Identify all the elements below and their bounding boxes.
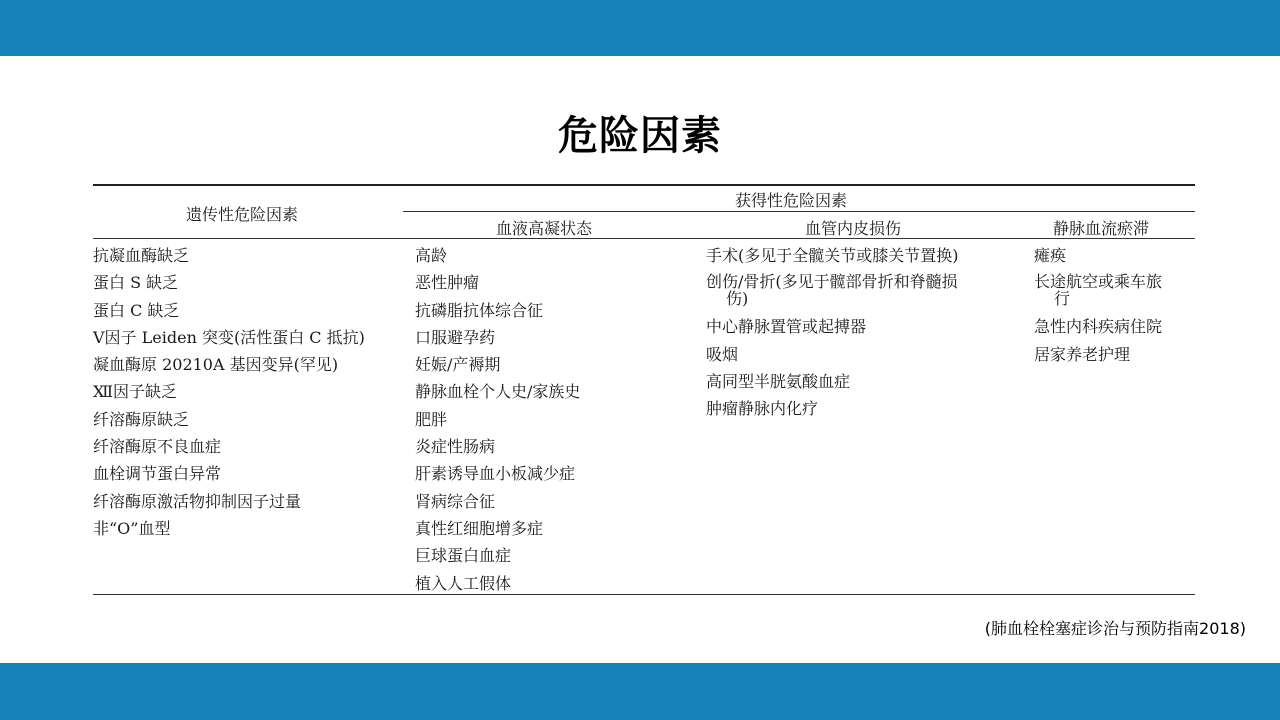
list-item: 炎症性肠病 (415, 437, 496, 457)
list-item: 非“O”血型 (93, 518, 171, 538)
hypercoagulable-list (415, 242, 580, 597)
endothelial-list (706, 242, 959, 422)
list-item: 创伤/骨折(多见于髋部骨折和脊髓损 伤) (706, 272, 958, 309)
list-item: 蛋白 S 缺乏 (93, 273, 179, 293)
header-stasis: 静脉血流瘀滞 (1053, 219, 1150, 238)
list-item: 长途航空或乘车旅 行 (1034, 272, 1163, 309)
header-hereditary: 遗传性危险因素 (186, 205, 299, 224)
list-item: 肾病综合征 (415, 491, 496, 511)
bottom-banner (0, 663, 1280, 720)
list-item: 瘫痪 (1034, 246, 1067, 265)
stasis-list (1034, 242, 1162, 368)
list-item: 手术(多见于全髋关节或膝关节置换) (706, 246, 959, 265)
list-item: 口服避孕药 (415, 327, 496, 347)
risk-factor-table (93, 184, 1195, 596)
table-header-rule (93, 238, 1195, 239)
header-endothelial: 血管内皮损伤 (805, 219, 902, 238)
list-item: 纤溶酶原缺乏 (93, 409, 190, 429)
list-item: 恶性肿瘤 (415, 273, 480, 293)
list-item: 静脉血栓个人史/家族史 (415, 382, 581, 402)
list-item: 吸烟 (706, 344, 739, 364)
list-item: 植入人工假体 (415, 573, 512, 593)
list-item: Ⅴ因子 Leiden 突变(活性蛋白 C 抵抗) (93, 327, 365, 347)
table-bottom-rule (93, 594, 1195, 595)
list-item: 肿瘤静脉内化疗 (706, 399, 819, 419)
list-item: 中心静脉置管或起搏器 (706, 317, 867, 337)
list-item: 肝素诱导血小板减少症 (415, 464, 576, 484)
list-item: 居家养老护理 (1034, 344, 1131, 364)
list-item: 妊娠/产褥期 (415, 355, 501, 375)
list-item: 凝血酶原 20210A 基因变异(罕见) (93, 355, 339, 375)
list-item: 蛋白 C 缺乏 (93, 300, 180, 320)
list-item: 血栓调节蛋白异常 (93, 464, 222, 484)
table-top-rule (93, 184, 1195, 186)
list-item: 抗凝血酶缺乏 (93, 246, 190, 265)
list-item: 肥胖 (415, 409, 448, 429)
source-citation: (肺血栓栓塞症诊治与预防指南2018) (984, 619, 1246, 638)
list-item: 真性红细胞增多症 (415, 518, 544, 538)
slide-title: 危险因素 (558, 113, 722, 159)
header-acquired: 获得性危险因素 (735, 191, 848, 210)
list-item: 高同型半胱氨酸血症 (706, 371, 851, 391)
list-item: 纤溶酶原激活物抑制因子过量 (93, 491, 302, 511)
header-hypercoagulable: 血液高凝状态 (496, 219, 593, 238)
list-item: 巨球蛋白血症 (415, 546, 512, 566)
list-item: 高龄 (415, 246, 448, 265)
list-item: 纤溶酶原不良血症 (93, 437, 222, 457)
list-item: 抗磷脂抗体综合征 (415, 300, 544, 320)
list-item: 急性内科疾病住院 (1034, 317, 1163, 337)
top-banner (0, 0, 1280, 56)
list-item: Ⅻ因子缺乏 (93, 382, 178, 402)
hereditary-list (93, 242, 365, 542)
table-group-rule (403, 211, 1195, 212)
